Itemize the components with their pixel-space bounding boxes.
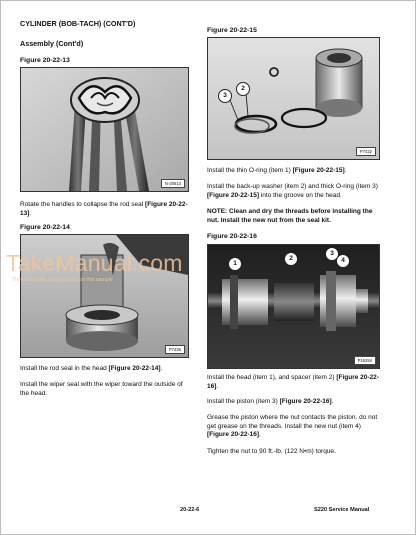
note-text: Clean and dry the threads before installing the nut. Install the new nut from the seal kit. (207, 208, 373, 224)
figure-reference: [Figure 20-22-13] (20, 201, 188, 217)
note-block (207, 208, 383, 225)
figure-13-photo (20, 67, 189, 192)
watermark-subtitle: The watermark only appears on this sample (12, 277, 113, 283)
figure-14-title: Figure 20-22-14 (20, 224, 70, 231)
callout-2: 2 (284, 252, 298, 266)
paragraph-text: Rotate the handles to collapse the rod seal (20, 201, 146, 208)
footer-page-number: 20-22-6 (180, 507, 200, 513)
rod-seal-tool-image (21, 68, 188, 191)
figure-16-title: Figure 20-22-16 (207, 233, 257, 240)
section-title: CYLINDER (BOB-TACH) (CONT'D) (20, 19, 136, 28)
footer-manual-title: S220 Service Manual (314, 507, 370, 513)
paragraph-text: Install the rod seal in the head (20, 365, 109, 372)
figure-reference: [Figure 20-22-15] (292, 167, 345, 174)
callout-1: 1 (228, 257, 242, 271)
figure-16-photo (207, 244, 380, 369)
paragraph-backup-washer (207, 183, 383, 200)
figure-15-photo (207, 37, 380, 160)
figure-reference: [Figure 20-22-16] (207, 431, 260, 439)
paragraph-install-piston: Install the piston (item 3) [Figure 20-22-16]. (207, 398, 334, 405)
figure-reference: [Figure 20-22-14] (108, 365, 161, 372)
paragraph-install-oring: Install the thin O-ring (item 1) [Figure 20-22-15]. (207, 167, 347, 174)
watermark-brand: TakeManual.com (6, 250, 183, 276)
figure-13-title: Figure 20-22-13 (20, 57, 70, 64)
figure-15-title: Figure 20-22-15 (207, 27, 257, 34)
note-label: NOTE: (207, 208, 228, 215)
paragraph-wiper-seal: Install the wiper seal with the wiper toward the outside of the head. (20, 381, 183, 397)
paragraph-text: into the groove on the head. (259, 191, 342, 199)
paragraph-text: Install the thin O-ring (item 1) (207, 167, 293, 174)
figure-14-ref: P7426 (165, 345, 185, 354)
callout-4: 4 (336, 254, 350, 268)
paragraph-grease: Grease the piston where the nut contacts the piston. do not get grease on the threads. Install the new nut (item 4) [Figure 20-22-16]. (207, 414, 378, 439)
figure-reference: [Figure 20-22-15] (207, 191, 260, 199)
paragraph-install-rod-seal: Install the rod seal in the head [Figure 20-22-14]. (20, 365, 163, 372)
paragraph-rotate-handles: Rotate the handles to collapse the rod seal [Figure 20-22-13]. (20, 201, 188, 217)
callout-3: 3 (325, 247, 339, 261)
paragraph-text: Install the back-up washer (item 2) and thick O-ring (item 3) (207, 183, 378, 190)
callout-1: 2 (236, 82, 250, 96)
head-orings-image (208, 38, 379, 159)
callout-3: 3 (218, 89, 232, 103)
subsection-title: Assembly (Cont'd) (20, 39, 84, 48)
figure-15-ref: P7422 (356, 147, 376, 156)
paragraph-text: Install the piston (item 3) (207, 398, 280, 405)
figure-13-ref: N-20613 (161, 179, 185, 188)
paragraph-install-head: Install the head (item 1), and spacer (item 2) [Figure 20-22-16]. (207, 374, 379, 390)
paragraph-text: Grease the piston where the nut contacts the piston. do not get grease on the threads. Install the new nut (item 4) (207, 414, 378, 430)
paragraph-torque: Tighten the nut to 90 ft.-lb. (122 N•m) torque. (207, 448, 336, 455)
figure-reference: [Figure 20-22-16] (279, 398, 332, 405)
figure-reference: [Figure 20-22-16] (207, 374, 379, 390)
figure-16-ref: P16284 (354, 356, 376, 365)
paragraph-text: Install the head (item 1), and spacer (item 2) (207, 374, 337, 381)
